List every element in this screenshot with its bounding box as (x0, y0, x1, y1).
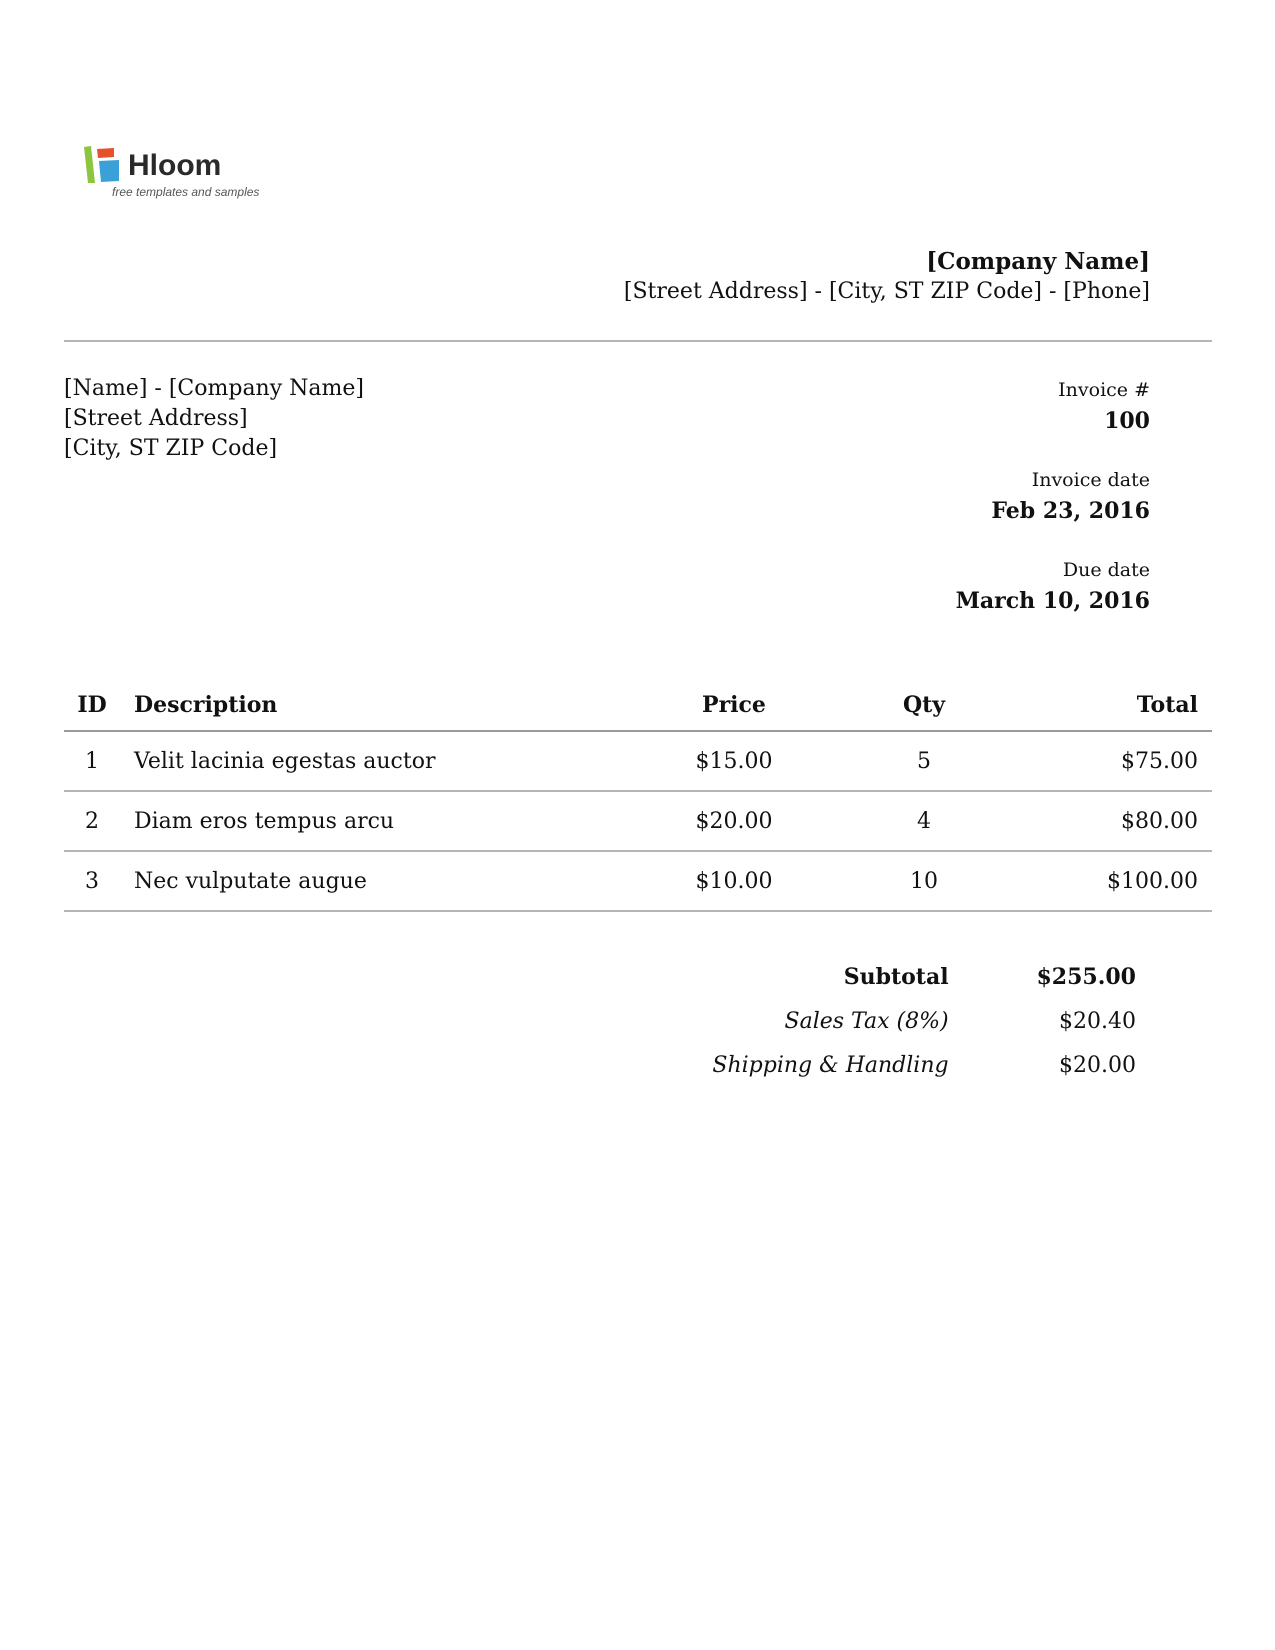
header-price: Price (664, 680, 804, 731)
table-row (64, 851, 1212, 911)
row-description: Velit lacinia egestas auctor (120, 731, 664, 791)
row-id: 1 (64, 731, 120, 791)
sender-address: [Street Address] - [City, ST ZIP Code] - [Phone] (623, 279, 1150, 304)
header-qty: Qty (804, 680, 1044, 731)
bill-to-city: [City, ST ZIP Code] (64, 436, 278, 461)
company-logo (82, 143, 282, 203)
invoice-number-label: Invoice # (1058, 379, 1150, 401)
invoice-meta (956, 376, 1150, 646)
header-total: Total (1044, 680, 1212, 731)
header-id: ID (64, 680, 120, 731)
invoice-date: Feb 23, 2016 (991, 498, 1150, 524)
due-date-label: Due date (1062, 559, 1150, 581)
row-price: $15.00 (664, 731, 804, 791)
table-row (64, 791, 1212, 851)
logo-mark-icon (82, 145, 126, 189)
invoice-date-label: Invoice date (1031, 469, 1150, 491)
sales-tax-label: Sales Tax (8%) (784, 1008, 949, 1034)
row-id: 2 (64, 791, 120, 851)
totals-block (630, 955, 1150, 1087)
row-total: $80.00 (1044, 791, 1212, 851)
shipping-value: $20.00 (1059, 1052, 1136, 1078)
sender-company-name: [Company Name] (926, 248, 1150, 275)
table-header-row (64, 680, 1212, 731)
header-description: Description (120, 680, 664, 731)
row-description: Nec vulputate augue (120, 851, 664, 911)
row-total: $75.00 (1044, 731, 1212, 791)
invoice-number: 100 (1104, 408, 1150, 434)
row-qty: 4 (804, 791, 1044, 851)
logo-tagline: free templates and samples (112, 185, 260, 199)
bill-to-block (64, 374, 364, 464)
subtotal-label: Subtotal (843, 964, 949, 990)
row-price: $10.00 (664, 851, 804, 911)
header-divider (64, 340, 1212, 342)
shipping-label: Shipping & Handling (712, 1052, 949, 1078)
row-price: $20.00 (664, 791, 804, 851)
subtotal-value: $255.00 (1036, 964, 1136, 990)
logo-wordmark: Hloom (128, 149, 222, 182)
row-qty: 5 (804, 731, 1044, 791)
sales-tax-value: $20.40 (1059, 1008, 1136, 1034)
table-row (64, 731, 1212, 791)
subtotal-row (630, 955, 1150, 999)
row-id: 3 (64, 851, 120, 911)
bill-to-street: [Street Address] (64, 406, 248, 431)
shipping-row (630, 1043, 1150, 1087)
sales-tax-row (630, 999, 1150, 1043)
bill-to-name: [Name] - [Company Name] (64, 376, 364, 401)
row-qty: 10 (804, 851, 1044, 911)
row-total: $100.00 (1044, 851, 1212, 911)
due-date: March 10, 2016 (955, 588, 1150, 614)
line-items-table (64, 680, 1212, 912)
row-description: Diam eros tempus arcu (120, 791, 664, 851)
